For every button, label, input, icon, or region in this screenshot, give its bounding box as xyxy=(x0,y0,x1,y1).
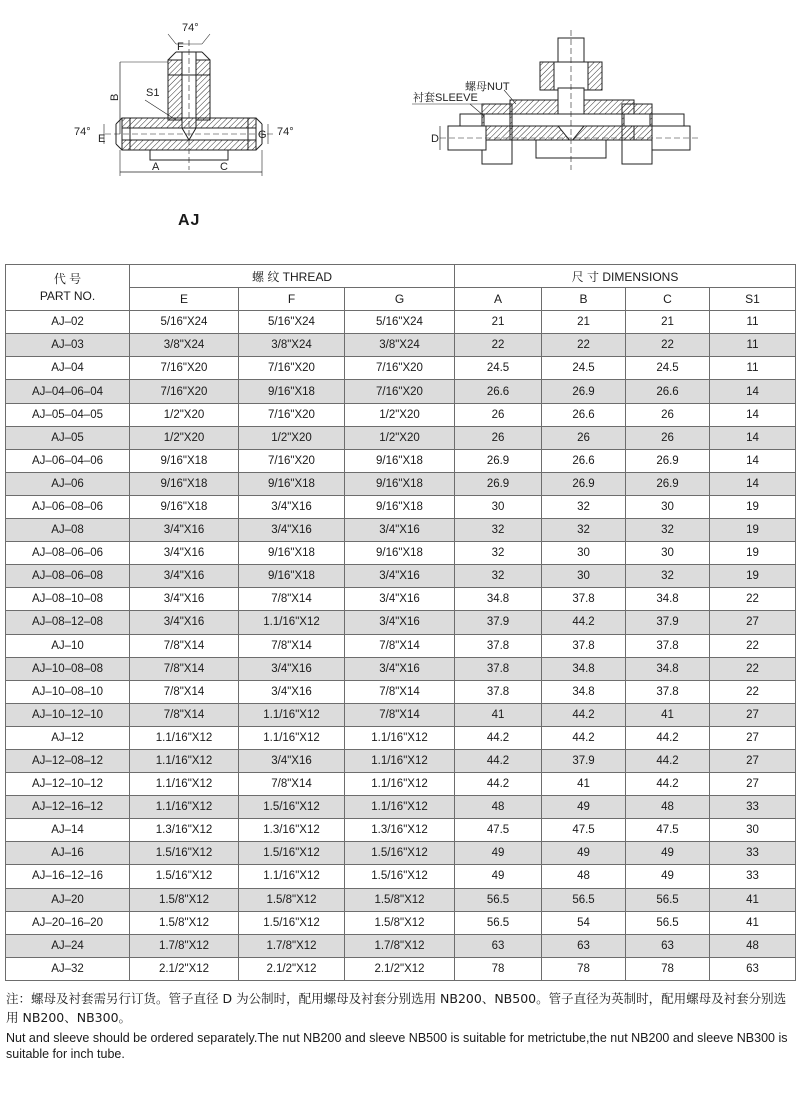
cell-dim-c: 56.5 xyxy=(626,911,710,934)
cell-part-no: AJ–10–08–08 xyxy=(6,657,130,680)
cell-dim-c: 49 xyxy=(626,865,710,888)
cell-thread-g: 3/8"X24 xyxy=(345,334,455,357)
cell-part-no: AJ–05–04–05 xyxy=(6,403,130,426)
cell-dim-c: 48 xyxy=(626,796,710,819)
cell-thread-e: 3/4"X16 xyxy=(130,565,239,588)
c-label: C xyxy=(220,161,228,173)
cell-dim-c: 37.8 xyxy=(626,634,710,657)
cell-dim-s1: 27 xyxy=(710,611,796,634)
cell-dim-c: 26.9 xyxy=(626,449,710,472)
cell-dim-b: 37.8 xyxy=(542,588,626,611)
cell-thread-f: 1.3/16"X12 xyxy=(239,819,345,842)
cell-thread-e: 7/8"X14 xyxy=(130,680,239,703)
cell-dim-b: 37.9 xyxy=(542,749,626,772)
cell-dim-a: 56.5 xyxy=(455,888,542,911)
cell-dim-b: 24.5 xyxy=(542,357,626,380)
cell-dim-b: 44.2 xyxy=(542,726,626,749)
cell-dim-s1: 11 xyxy=(710,357,796,380)
cell-thread-g: 1.1/16"X12 xyxy=(345,773,455,796)
cell-dim-b: 32 xyxy=(542,519,626,542)
cell-dim-c: 34.8 xyxy=(626,657,710,680)
cell-dim-s1: 41 xyxy=(710,888,796,911)
cell-thread-f: 3/4"X16 xyxy=(239,680,345,703)
cell-dim-a: 26 xyxy=(455,403,542,426)
cell-dim-c: 37.8 xyxy=(626,680,710,703)
cell-part-no: AJ–08–12–08 xyxy=(6,611,130,634)
dimensions-header: 尺 寸 DIMENSIONS xyxy=(455,265,796,288)
cell-dim-c: 26 xyxy=(626,426,710,449)
cell-part-no: AJ–14 xyxy=(6,819,130,842)
table-row xyxy=(6,611,796,634)
cell-dim-s1: 48 xyxy=(710,934,796,957)
cell-part-no: AJ–20–16–20 xyxy=(6,911,130,934)
cell-part-no: AJ–12–16–12 xyxy=(6,796,130,819)
cell-thread-e: 1/2"X20 xyxy=(130,403,239,426)
cell-thread-f: 3/8"X24 xyxy=(239,334,345,357)
cell-thread-g: 1/2"X20 xyxy=(345,403,455,426)
table-row xyxy=(6,634,796,657)
cell-dim-a: 32 xyxy=(455,542,542,565)
cell-thread-g: 1.5/16"X12 xyxy=(345,865,455,888)
cell-thread-g: 7/8"X14 xyxy=(345,634,455,657)
cell-dim-b: 32 xyxy=(542,495,626,518)
cell-thread-e: 3/4"X16 xyxy=(130,519,239,542)
cell-thread-g: 3/4"X16 xyxy=(345,565,455,588)
cell-dim-b: 63 xyxy=(542,934,626,957)
col-header-c: C xyxy=(626,288,710,311)
cell-thread-f: 9/16"X18 xyxy=(239,542,345,565)
table-row xyxy=(6,380,796,403)
cell-part-no: AJ–16–12–16 xyxy=(6,865,130,888)
col-header-f: F xyxy=(239,288,345,311)
table-row xyxy=(6,726,796,749)
cell-dim-b: 26 xyxy=(542,426,626,449)
thread-header: 螺 纹 THREAD xyxy=(130,265,455,288)
cell-dim-s1: 33 xyxy=(710,796,796,819)
sleeve-label: 衬套SLEEVE xyxy=(413,92,478,104)
cell-thread-f: 1/2"X20 xyxy=(239,426,345,449)
cell-thread-g: 9/16"X18 xyxy=(345,542,455,565)
table-row xyxy=(6,934,796,957)
cell-dim-a: 21 xyxy=(455,311,542,334)
cell-dim-c: 47.5 xyxy=(626,819,710,842)
cell-thread-e: 1.1/16"X12 xyxy=(130,726,239,749)
cell-part-no: AJ–32 xyxy=(6,957,130,980)
cell-dim-c: 63 xyxy=(626,934,710,957)
cell-dim-a: 24.5 xyxy=(455,357,542,380)
table-row xyxy=(6,749,796,772)
cell-dim-a: 78 xyxy=(455,957,542,980)
cell-dim-s1: 14 xyxy=(710,380,796,403)
cell-dim-c: 56.5 xyxy=(626,888,710,911)
table-row xyxy=(6,680,796,703)
cell-thread-f: 1.5/16"X12 xyxy=(239,842,345,865)
note-chinese: 注：螺母及衬套需另行订货。管子直径 D 为公制时，配用螺母及衬套分别选用 NB200、NB500。管子直径为英制时，配用螺母及衬套分别选用 NB200、NB300。 xyxy=(6,991,787,1025)
cell-thread-g: 1.5/8"X12 xyxy=(345,911,455,934)
col-header-b: B xyxy=(542,288,626,311)
cell-dim-a: 30 xyxy=(455,495,542,518)
cell-thread-e: 1.5/8"X12 xyxy=(130,888,239,911)
cell-thread-e: 1.1/16"X12 xyxy=(130,796,239,819)
cell-thread-f: 7/8"X14 xyxy=(239,773,345,796)
cell-dim-s1: 22 xyxy=(710,634,796,657)
cell-thread-g: 3/4"X16 xyxy=(345,611,455,634)
cell-dim-b: 56.5 xyxy=(542,888,626,911)
col-header-a: A xyxy=(455,288,542,311)
cell-thread-g: 1.5/8"X12 xyxy=(345,888,455,911)
cell-thread-f: 1.5/8"X12 xyxy=(239,888,345,911)
cell-dim-b: 44.2 xyxy=(542,703,626,726)
cell-thread-e: 5/16"X24 xyxy=(130,311,239,334)
cell-thread-g: 1.1/16"X12 xyxy=(345,796,455,819)
cell-part-no: AJ–08–06–06 xyxy=(6,542,130,565)
cell-dim-a: 37.9 xyxy=(455,611,542,634)
tee-cross-section-drawing xyxy=(104,34,275,176)
cell-dim-b: 49 xyxy=(542,796,626,819)
cell-dim-s1: 30 xyxy=(710,819,796,842)
cell-dim-s1: 14 xyxy=(710,449,796,472)
cell-dim-b: 49 xyxy=(542,842,626,865)
cell-thread-g: 9/16"X18 xyxy=(345,472,455,495)
cell-thread-f: 7/16"X20 xyxy=(239,357,345,380)
part-no-header xyxy=(6,265,130,311)
table-row xyxy=(6,311,796,334)
b-label: B xyxy=(109,93,121,101)
cell-part-no: AJ–06 xyxy=(6,472,130,495)
cell-part-no: AJ–10–08–10 xyxy=(6,680,130,703)
cell-thread-e: 1.1/16"X12 xyxy=(130,749,239,772)
cell-dim-s1: 27 xyxy=(710,749,796,772)
cell-dim-c: 44.2 xyxy=(626,773,710,796)
cell-dim-c: 24.5 xyxy=(626,357,710,380)
table-row xyxy=(6,449,796,472)
cell-dim-b: 48 xyxy=(542,865,626,888)
cell-dim-a: 26.9 xyxy=(455,449,542,472)
cell-thread-f: 7/16"X20 xyxy=(239,449,345,472)
cell-dim-s1: 11 xyxy=(710,311,796,334)
table-row xyxy=(6,888,796,911)
cell-dim-a: 44.2 xyxy=(455,773,542,796)
cell-dim-b: 26.9 xyxy=(542,472,626,495)
cell-thread-e: 9/16"X18 xyxy=(130,449,239,472)
cell-part-no: AJ–16 xyxy=(6,842,130,865)
cell-dim-s1: 63 xyxy=(710,957,796,980)
cell-dim-b: 30 xyxy=(542,565,626,588)
cell-dim-s1: 27 xyxy=(710,726,796,749)
cell-dim-c: 30 xyxy=(626,542,710,565)
technical-drawings xyxy=(0,0,800,250)
cell-dim-b: 30 xyxy=(542,542,626,565)
cell-dim-a: 37.8 xyxy=(455,634,542,657)
table-row xyxy=(6,588,796,611)
cell-thread-f: 1.1/16"X12 xyxy=(239,703,345,726)
angle-left-label: 74° xyxy=(74,126,91,138)
cell-dim-a: 41 xyxy=(455,703,542,726)
cell-part-no: AJ–20 xyxy=(6,888,130,911)
cell-thread-e: 1.7/8"X12 xyxy=(130,934,239,957)
cell-dim-s1: 27 xyxy=(710,773,796,796)
cell-part-no: AJ–10–12–10 xyxy=(6,703,130,726)
cell-dim-c: 26 xyxy=(626,403,710,426)
cell-thread-e: 1.5/8"X12 xyxy=(130,911,239,934)
cell-dim-a: 63 xyxy=(455,934,542,957)
cell-dim-s1: 19 xyxy=(710,495,796,518)
cell-part-no: AJ–04–06–04 xyxy=(6,380,130,403)
cell-dim-b: 47.5 xyxy=(542,819,626,842)
cell-dim-a: 26.6 xyxy=(455,380,542,403)
table-row xyxy=(6,403,796,426)
cell-thread-g: 9/16"X18 xyxy=(345,449,455,472)
cell-dim-c: 32 xyxy=(626,519,710,542)
cell-thread-f: 9/16"X18 xyxy=(239,472,345,495)
cell-thread-e: 3/4"X16 xyxy=(130,542,239,565)
cell-thread-g: 3/4"X16 xyxy=(345,519,455,542)
cell-thread-e: 9/16"X18 xyxy=(130,472,239,495)
cell-dim-a: 44.2 xyxy=(455,749,542,772)
cell-dim-b: 44.2 xyxy=(542,611,626,634)
cell-dim-s1: 14 xyxy=(710,403,796,426)
cell-thread-e: 1.5/16"X12 xyxy=(130,865,239,888)
cell-thread-f: 1.5/16"X12 xyxy=(239,796,345,819)
cell-part-no: AJ–06–04–06 xyxy=(6,449,130,472)
cell-thread-f: 1.1/16"X12 xyxy=(239,726,345,749)
cell-dim-a: 56.5 xyxy=(455,911,542,934)
table-row xyxy=(6,495,796,518)
cell-thread-g: 3/4"X16 xyxy=(345,588,455,611)
cell-thread-f: 2.1/2"X12 xyxy=(239,957,345,980)
cell-dim-a: 34.8 xyxy=(455,588,542,611)
cell-part-no: AJ–08 xyxy=(6,519,130,542)
cell-dim-a: 49 xyxy=(455,842,542,865)
cell-thread-e: 3/4"X16 xyxy=(130,611,239,634)
cell-dim-c: 26.9 xyxy=(626,472,710,495)
note-english: Nut and sleeve should be ordered separately.The nut NB200 and sleeve NB500 is suitable for metrictube,the nut NB200 and sleeve NB300 is suitable for inch tube. xyxy=(6,1031,788,1061)
cell-dim-c: 44.2 xyxy=(626,726,710,749)
cell-part-no: AJ–08–06–08 xyxy=(6,565,130,588)
cell-dim-a: 26.9 xyxy=(455,472,542,495)
cell-dim-c: 41 xyxy=(626,703,710,726)
cell-dim-a: 22 xyxy=(455,334,542,357)
cell-dim-a: 32 xyxy=(455,519,542,542)
cell-dim-s1: 22 xyxy=(710,657,796,680)
part-no-header-en: PART NO. xyxy=(39,288,96,303)
cell-dim-c: 22 xyxy=(626,334,710,357)
cell-dim-s1: 22 xyxy=(710,588,796,611)
fitting-drawings-svg xyxy=(0,0,800,250)
part-no-header-cn: 代 号 xyxy=(53,271,82,286)
table-row xyxy=(6,657,796,680)
cell-part-no: AJ–04 xyxy=(6,357,130,380)
table-row xyxy=(6,519,796,542)
spec-table xyxy=(5,264,796,981)
cell-dim-b: 26.6 xyxy=(542,449,626,472)
cell-dim-c: 32 xyxy=(626,565,710,588)
cell-dim-s1: 33 xyxy=(710,842,796,865)
col-header-g: G xyxy=(345,288,455,311)
cell-thread-e: 1.3/16"X12 xyxy=(130,819,239,842)
cell-thread-f: 7/8"X14 xyxy=(239,634,345,657)
cell-thread-g: 7/8"X14 xyxy=(345,680,455,703)
cell-dim-b: 34.8 xyxy=(542,657,626,680)
cell-thread-g: 1/2"X20 xyxy=(345,426,455,449)
cell-part-no: AJ–05 xyxy=(6,426,130,449)
cell-dim-s1: 22 xyxy=(710,680,796,703)
model-label: AJ xyxy=(178,212,201,229)
cell-thread-f: 5/16"X24 xyxy=(239,311,345,334)
cell-part-no: AJ–03 xyxy=(6,334,130,357)
cell-dim-s1: 27 xyxy=(710,703,796,726)
cell-dim-a: 48 xyxy=(455,796,542,819)
cell-thread-e: 1.5/16"X12 xyxy=(130,842,239,865)
table-row xyxy=(6,911,796,934)
cell-dim-a: 32 xyxy=(455,565,542,588)
cell-dim-c: 78 xyxy=(626,957,710,980)
table-row xyxy=(6,703,796,726)
cell-thread-e: 7/8"X14 xyxy=(130,703,239,726)
table-row xyxy=(6,842,796,865)
table-row xyxy=(6,819,796,842)
a-label: A xyxy=(152,161,160,173)
cell-thread-e: 7/16"X20 xyxy=(130,380,239,403)
cell-dim-c: 44.2 xyxy=(626,749,710,772)
cell-dim-a: 44.2 xyxy=(455,726,542,749)
cell-thread-f: 3/4"X16 xyxy=(239,495,345,518)
cell-thread-e: 7/8"X14 xyxy=(130,634,239,657)
cell-dim-c: 37.9 xyxy=(626,611,710,634)
cell-part-no: AJ–06–08–06 xyxy=(6,495,130,518)
cell-thread-g: 5/16"X24 xyxy=(345,311,455,334)
cell-dim-s1: 19 xyxy=(710,519,796,542)
table-row xyxy=(6,334,796,357)
cell-part-no: AJ–12 xyxy=(6,726,130,749)
cell-thread-g: 3/4"X16 xyxy=(345,657,455,680)
cell-thread-f: 1.7/8"X12 xyxy=(239,934,345,957)
cell-dim-b: 37.8 xyxy=(542,634,626,657)
cell-thread-g: 7/8"X14 xyxy=(345,703,455,726)
cell-thread-f: 7/16"X20 xyxy=(239,403,345,426)
cell-thread-g: 7/16"X20 xyxy=(345,357,455,380)
table-row xyxy=(6,957,796,980)
cell-dim-c: 30 xyxy=(626,495,710,518)
cell-thread-g: 1.1/16"X12 xyxy=(345,749,455,772)
cell-thread-f: 7/8"X14 xyxy=(239,588,345,611)
cell-dim-s1: 14 xyxy=(710,426,796,449)
cell-thread-g: 9/16"X18 xyxy=(345,495,455,518)
cell-thread-g: 1.3/16"X12 xyxy=(345,819,455,842)
col-header-s1: S1 xyxy=(710,288,796,311)
cell-dim-c: 21 xyxy=(626,311,710,334)
cell-thread-g: 1.5/16"X12 xyxy=(345,842,455,865)
cell-thread-f: 3/4"X16 xyxy=(239,749,345,772)
cell-thread-f: 1.1/16"X12 xyxy=(239,611,345,634)
cell-dim-c: 34.8 xyxy=(626,588,710,611)
cell-thread-e: 7/16"X20 xyxy=(130,357,239,380)
spec-table-body xyxy=(6,311,796,981)
table-row xyxy=(6,472,796,495)
cell-thread-g: 1.7/8"X12 xyxy=(345,934,455,957)
table-row xyxy=(6,357,796,380)
cell-dim-s1: 19 xyxy=(710,565,796,588)
cell-dim-s1: 14 xyxy=(710,472,796,495)
cell-dim-a: 47.5 xyxy=(455,819,542,842)
cell-dim-b: 78 xyxy=(542,957,626,980)
table-row xyxy=(6,865,796,888)
cell-dim-s1: 19 xyxy=(710,542,796,565)
cell-dim-b: 34.8 xyxy=(542,680,626,703)
angle-right-label: 74° xyxy=(277,126,294,138)
cell-thread-g: 7/16"X20 xyxy=(345,380,455,403)
cell-thread-e: 9/16"X18 xyxy=(130,495,239,518)
cell-thread-f: 1.1/16"X12 xyxy=(239,865,345,888)
g-label: G xyxy=(258,129,267,141)
cell-dim-a: 49 xyxy=(455,865,542,888)
cell-thread-f: 9/16"X18 xyxy=(239,380,345,403)
cell-dim-s1: 41 xyxy=(710,911,796,934)
f-label: F xyxy=(177,41,184,53)
d-label: D xyxy=(431,133,439,145)
cell-dim-s1: 33 xyxy=(710,865,796,888)
cell-dim-c: 26.6 xyxy=(626,380,710,403)
table-row xyxy=(6,796,796,819)
col-header-e: E xyxy=(130,288,239,311)
s1-label: S1 xyxy=(146,87,160,99)
cell-thread-g: 1.1/16"X12 xyxy=(345,726,455,749)
cell-dim-b: 41 xyxy=(542,773,626,796)
cell-part-no: AJ–24 xyxy=(6,934,130,957)
cell-thread-f: 1.5/16"X12 xyxy=(239,911,345,934)
cell-dim-c: 49 xyxy=(626,842,710,865)
cell-thread-e: 1/2"X20 xyxy=(130,426,239,449)
cell-thread-e: 3/4"X16 xyxy=(130,588,239,611)
cell-dim-a: 37.8 xyxy=(455,657,542,680)
cell-thread-f: 9/16"X18 xyxy=(239,565,345,588)
cell-thread-e: 3/8"X24 xyxy=(130,334,239,357)
cell-part-no: AJ–10 xyxy=(6,634,130,657)
cell-dim-b: 26.6 xyxy=(542,403,626,426)
angle-top-label: 74° xyxy=(182,22,199,34)
cell-thread-e: 7/8"X14 xyxy=(130,657,239,680)
cell-part-no: AJ–12–08–12 xyxy=(6,749,130,772)
nut-label: 螺母NUT xyxy=(465,81,510,93)
cell-thread-g: 2.1/2"X12 xyxy=(345,957,455,980)
cell-dim-a: 26 xyxy=(455,426,542,449)
cell-dim-s1: 11 xyxy=(710,334,796,357)
table-row xyxy=(6,426,796,449)
table-row xyxy=(6,542,796,565)
cell-thread-e: 2.1/2"X12 xyxy=(130,957,239,980)
cell-thread-f: 3/4"X16 xyxy=(239,519,345,542)
cell-part-no: AJ–12–10–12 xyxy=(6,773,130,796)
cell-dim-a: 37.8 xyxy=(455,680,542,703)
table-row xyxy=(6,565,796,588)
cell-part-no: AJ–08–10–08 xyxy=(6,588,130,611)
cell-thread-e: 1.1/16"X12 xyxy=(130,773,239,796)
cell-dim-b: 22 xyxy=(542,334,626,357)
e-label: E xyxy=(98,133,106,145)
cell-part-no: AJ–02 xyxy=(6,311,130,334)
cell-dim-b: 21 xyxy=(542,311,626,334)
cell-dim-b: 26.9 xyxy=(542,380,626,403)
cell-thread-f: 3/4"X16 xyxy=(239,657,345,680)
cell-dim-b: 54 xyxy=(542,911,626,934)
table-row xyxy=(6,773,796,796)
